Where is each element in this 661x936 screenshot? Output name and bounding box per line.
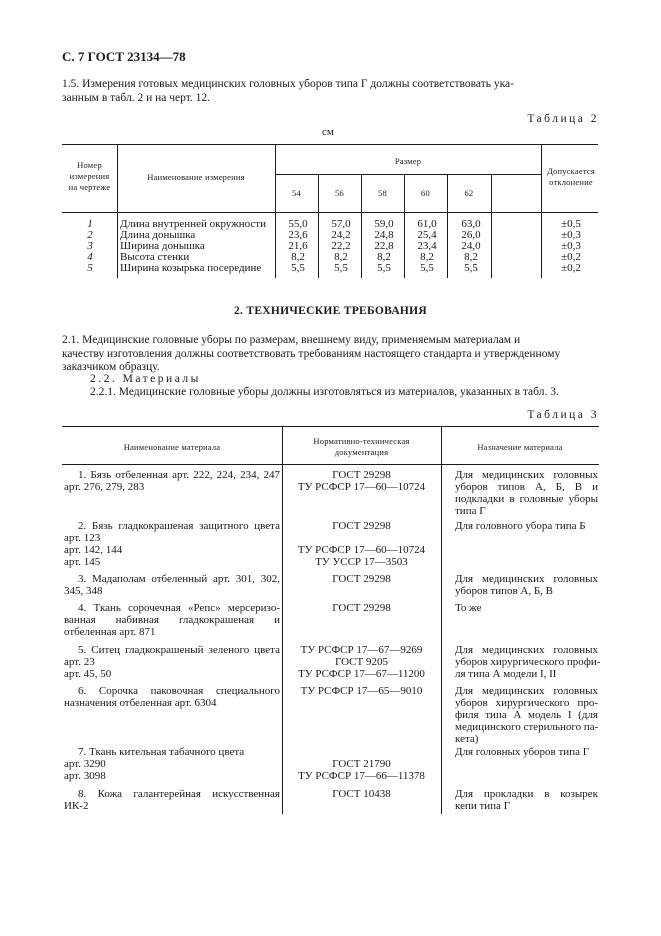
cell-line: 7. Ткань кительная табачного цвета <box>78 746 245 758</box>
table-3-row-2-material <box>64 520 280 568</box>
table-3-row-3-purpose <box>455 573 598 597</box>
paragraph-1-5-line-1: 1.5. Измерения готовых медицинских головных уборов типа Г должны соответствовать ука- <box>62 78 514 90</box>
cell-line: ля типа А модели I, II <box>455 668 557 680</box>
table-3-row-2-doc <box>282 520 441 568</box>
cell-line: Для медицинских головных <box>455 469 598 481</box>
table-3-row-8-material <box>64 788 280 812</box>
cell-line: ТУ УССР 17—3503 <box>315 556 408 568</box>
row-value: 5,5 <box>334 262 348 274</box>
cell-line: ГОСТ 9205 <box>335 656 388 668</box>
row-value: 59,0 <box>374 218 394 230</box>
row-value: 8,2 <box>464 251 478 263</box>
table-2-size-62: 62 <box>464 188 474 198</box>
table-2-top-border <box>62 144 598 145</box>
row-number: 2 <box>87 229 93 241</box>
header-text: Допускается <box>547 166 595 176</box>
row-value: 5,5 <box>464 262 478 274</box>
header-text: документация <box>334 447 389 457</box>
row-value: 22,2 <box>331 240 351 252</box>
table-2-size-54: 54 <box>292 188 301 198</box>
row-name: Ширина донышка <box>120 240 205 252</box>
row-name: Ширина козырька посередине <box>120 262 262 274</box>
row-value: 25,4 <box>417 229 437 241</box>
row-value: 57,0 <box>331 218 351 230</box>
row-tolerance: ±0,2 <box>561 251 581 263</box>
table-2-header-tolerance <box>541 166 601 188</box>
table-2-header-name: Наименование измерения <box>147 172 245 182</box>
cell-line: Для прокладки в козырек <box>455 788 598 800</box>
cell-line: 3. Мадаполам отбеленный арт. 301, 302, <box>78 573 280 585</box>
table-2-unit: см <box>322 126 334 138</box>
table-2-vline <box>491 174 492 278</box>
cell-line: Для головных уборов типа Г <box>455 746 590 758</box>
row-value: 23,4 <box>417 240 437 252</box>
header-text: отклонение <box>549 177 593 187</box>
cell-line: уборов хирургического про- <box>455 697 598 709</box>
table-2-size-60: 60 <box>421 188 430 198</box>
row-value: 8,2 <box>291 251 305 263</box>
cell-line: Для медицинских головных <box>455 685 598 697</box>
header-text: измерения <box>69 171 110 181</box>
row-value: 26,0 <box>461 229 481 241</box>
cell-line: ГОСТ 29298 <box>332 573 391 585</box>
table-3-caption: Таблица 3 <box>527 409 599 421</box>
cell-line: арт. 276, 279, 283 <box>64 481 145 493</box>
cell-line: ГОСТ 29298 <box>332 602 391 614</box>
cell-line: отбеленная арт. 871 <box>64 626 156 638</box>
cell-line: назначения отбеленная арт. 6304 <box>64 697 217 709</box>
row-value: 24,8 <box>374 229 394 241</box>
cell-line: уборов типов А, Б, В и <box>455 481 598 493</box>
cell-line: арт. 3290 <box>64 758 106 770</box>
row-value: 61,0 <box>417 218 437 230</box>
row-value: 5,5 <box>377 262 391 274</box>
table-2-size-56: 56 <box>335 188 344 198</box>
table-2-header-size: Размер <box>394 156 422 166</box>
row-name: Длина донышка <box>120 229 196 241</box>
page-header: С. 7 ГОСТ 23134—78 <box>62 49 186 64</box>
cell-line: ГОСТ 29298 <box>332 520 391 532</box>
table-3-row-1-doc <box>282 469 441 493</box>
cell-line: арт. 3098 <box>64 770 106 782</box>
table-3-row-4-doc <box>282 602 441 614</box>
table-3-top-border <box>62 426 599 427</box>
table-2-vline <box>117 144 118 278</box>
row-value: 5,5 <box>420 262 434 274</box>
table-3-row-1-material <box>64 469 280 493</box>
table-3-row-5-material <box>64 644 280 680</box>
table-2-size-58: 58 <box>378 188 387 198</box>
cell-line: арт. 123 <box>64 532 101 544</box>
row-value: 63,0 <box>461 218 481 230</box>
cell-line: ванная набивная гладкокрашеная и <box>64 614 280 626</box>
table-3-row-7-purpose <box>455 746 598 758</box>
row-value: 8,2 <box>334 251 348 263</box>
table-3-row-6-material <box>64 685 280 709</box>
header-text: на чертеже <box>68 182 111 192</box>
table-3-row-7-material <box>64 746 280 782</box>
paragraph-2-1-line-1: 2.1. Медицинские головные уборы по размерам, внешнему виду, применяемым материалам и <box>62 334 521 346</box>
paragraph-2-2-1: 2.2.1. Медицинские головные уборы должны изготовляться из материалов, указанных в табл. 3. <box>90 386 559 398</box>
table-3-row-5-doc <box>282 644 441 680</box>
row-tolerance: ±0,2 <box>561 262 581 274</box>
row-name: Длина внутренней окружности <box>120 218 266 230</box>
table-3-row-6-purpose <box>455 685 598 745</box>
cell-line: 2. Бязь гладкокрашеная защитного цвета <box>78 520 280 532</box>
table-3-row-4-purpose <box>455 602 598 614</box>
row-number: 3 <box>87 240 93 252</box>
paragraph-1-5-line-2: занным в табл. 2 и на черт. 12. <box>62 92 211 104</box>
header-text: Номер <box>77 160 102 170</box>
table-3-header-doc <box>282 436 441 458</box>
table-3-row-6-doc <box>282 685 441 697</box>
cell-line: Для медицинских головных <box>455 644 598 656</box>
cell-line: ТУ РСФСР 17—66—11378 <box>298 770 425 782</box>
cell-line: ТУ РСФСР 17—60—10724 <box>297 481 426 493</box>
cell-line: ТУ РСФСР 17—67—9269 <box>300 644 423 656</box>
table-3-vline <box>441 426 442 814</box>
cell-line: 1. Бязь отбеленная арт. 222, 224, 234, 247 <box>78 469 280 481</box>
cell-line: арт. 23 <box>64 656 95 668</box>
row-number: 5 <box>87 262 93 274</box>
cell-line: арт. 145 <box>64 556 101 568</box>
row-number: 4 <box>87 251 93 263</box>
cell-line: 8. Кожа галантерейная искусственная <box>78 788 280 800</box>
cell-line: ТУ РСФСР 17—65—9010 <box>300 685 423 697</box>
table-3-row-7-doc <box>282 746 441 782</box>
table-2-caption: Таблица 2 <box>527 113 599 125</box>
row-value: 8,2 <box>420 251 434 263</box>
row-tolerance: ±0,5 <box>561 218 581 230</box>
row-value: 23,6 <box>288 229 308 241</box>
row-name: Высота стенки <box>120 251 190 263</box>
cell-line: кета) <box>455 733 479 745</box>
table-3-header-border <box>62 464 599 465</box>
table-3-row-3-doc <box>282 573 441 585</box>
cell-line: Для головного убора типа Б <box>455 520 586 532</box>
row-number: 1 <box>87 218 93 230</box>
cell-line <box>282 746 441 758</box>
cell-line: арт. 45, 50 <box>64 668 112 680</box>
cell-line: ГОСТ 29298 <box>332 469 391 481</box>
cell-line: уборов хирургического профи- <box>455 656 601 668</box>
cell-line: 4. Ткань сорочечная «Репс» мерсеризо- <box>78 602 280 614</box>
cell-line: То же <box>455 602 482 614</box>
paragraph-2-2: 2.2. Материалы <box>90 373 201 385</box>
cell-line: ТУ РСФСР 17—60—10724 <box>297 544 426 556</box>
table-3-header-material: Наименование материала <box>123 442 221 452</box>
table-2-header-border <box>62 212 598 213</box>
row-value: 8,2 <box>377 251 391 263</box>
cell-line <box>282 532 441 544</box>
table-2-size-divider <box>275 174 541 175</box>
table-3-header-purpose: Назначение материала <box>477 442 563 452</box>
cell-line: 5. Ситец гладкокрашеный зеленого цвета <box>78 644 280 656</box>
cell-line: медицинского стерильного па- <box>455 721 599 733</box>
row-value: 24,2 <box>331 229 351 241</box>
cell-line: ИК-2 <box>64 800 89 812</box>
row-value: 5,5 <box>291 262 305 274</box>
cell-line: филя типа А модель I (для <box>455 709 598 721</box>
table-3-row-5-purpose <box>455 644 601 680</box>
cell-line: типа Г <box>455 505 486 517</box>
table-3-row-3-material <box>64 573 280 597</box>
cell-line: 345, 348 <box>64 585 103 597</box>
cell-line: 6. Сорочка паковочная специального <box>78 685 280 697</box>
row-tolerance: ±0,3 <box>561 229 581 241</box>
header-text: Нормативно-техническая <box>313 436 410 446</box>
table-3-row-4-material <box>64 602 280 638</box>
cell-line: подкладки в головные уборы <box>455 493 598 505</box>
table-2-vline <box>541 144 542 278</box>
paragraph-2-1-line-2: качеству изготовления должны соответствовать требованиям настоящего стандарта и утвержденному <box>62 348 561 360</box>
row-value: 24,0 <box>461 240 481 252</box>
table-3-row-8-purpose <box>455 788 598 812</box>
table-3-row-8-doc <box>282 788 441 800</box>
cell-line: ТУ РСФСР 17—67—11200 <box>298 668 425 680</box>
row-value: 55,0 <box>288 218 308 230</box>
table-3-row-1-purpose <box>455 469 598 517</box>
cell-line: ГОСТ 10438 <box>332 788 391 800</box>
cell-line: ГОСТ 21790 <box>332 758 391 770</box>
table-3-row-2-purpose <box>455 520 598 532</box>
row-value: 22,8 <box>374 240 394 252</box>
row-tolerance: ±0,3 <box>561 240 581 252</box>
cell-line: Для медицинских головных <box>455 573 598 585</box>
section-2-title: 2. ТЕХНИЧЕСКИЕ ТРЕБОВАНИЯ <box>233 305 428 317</box>
cell-line: кепи типа Г <box>455 800 511 812</box>
table-2-header-num <box>62 160 117 193</box>
paragraph-2-1-line-3: заказчиком образцу. <box>62 361 160 373</box>
cell-line: арт. 142, 144 <box>64 544 123 556</box>
cell-line: уборов типов А, Б, В <box>455 585 554 597</box>
row-value: 21,6 <box>288 240 308 252</box>
